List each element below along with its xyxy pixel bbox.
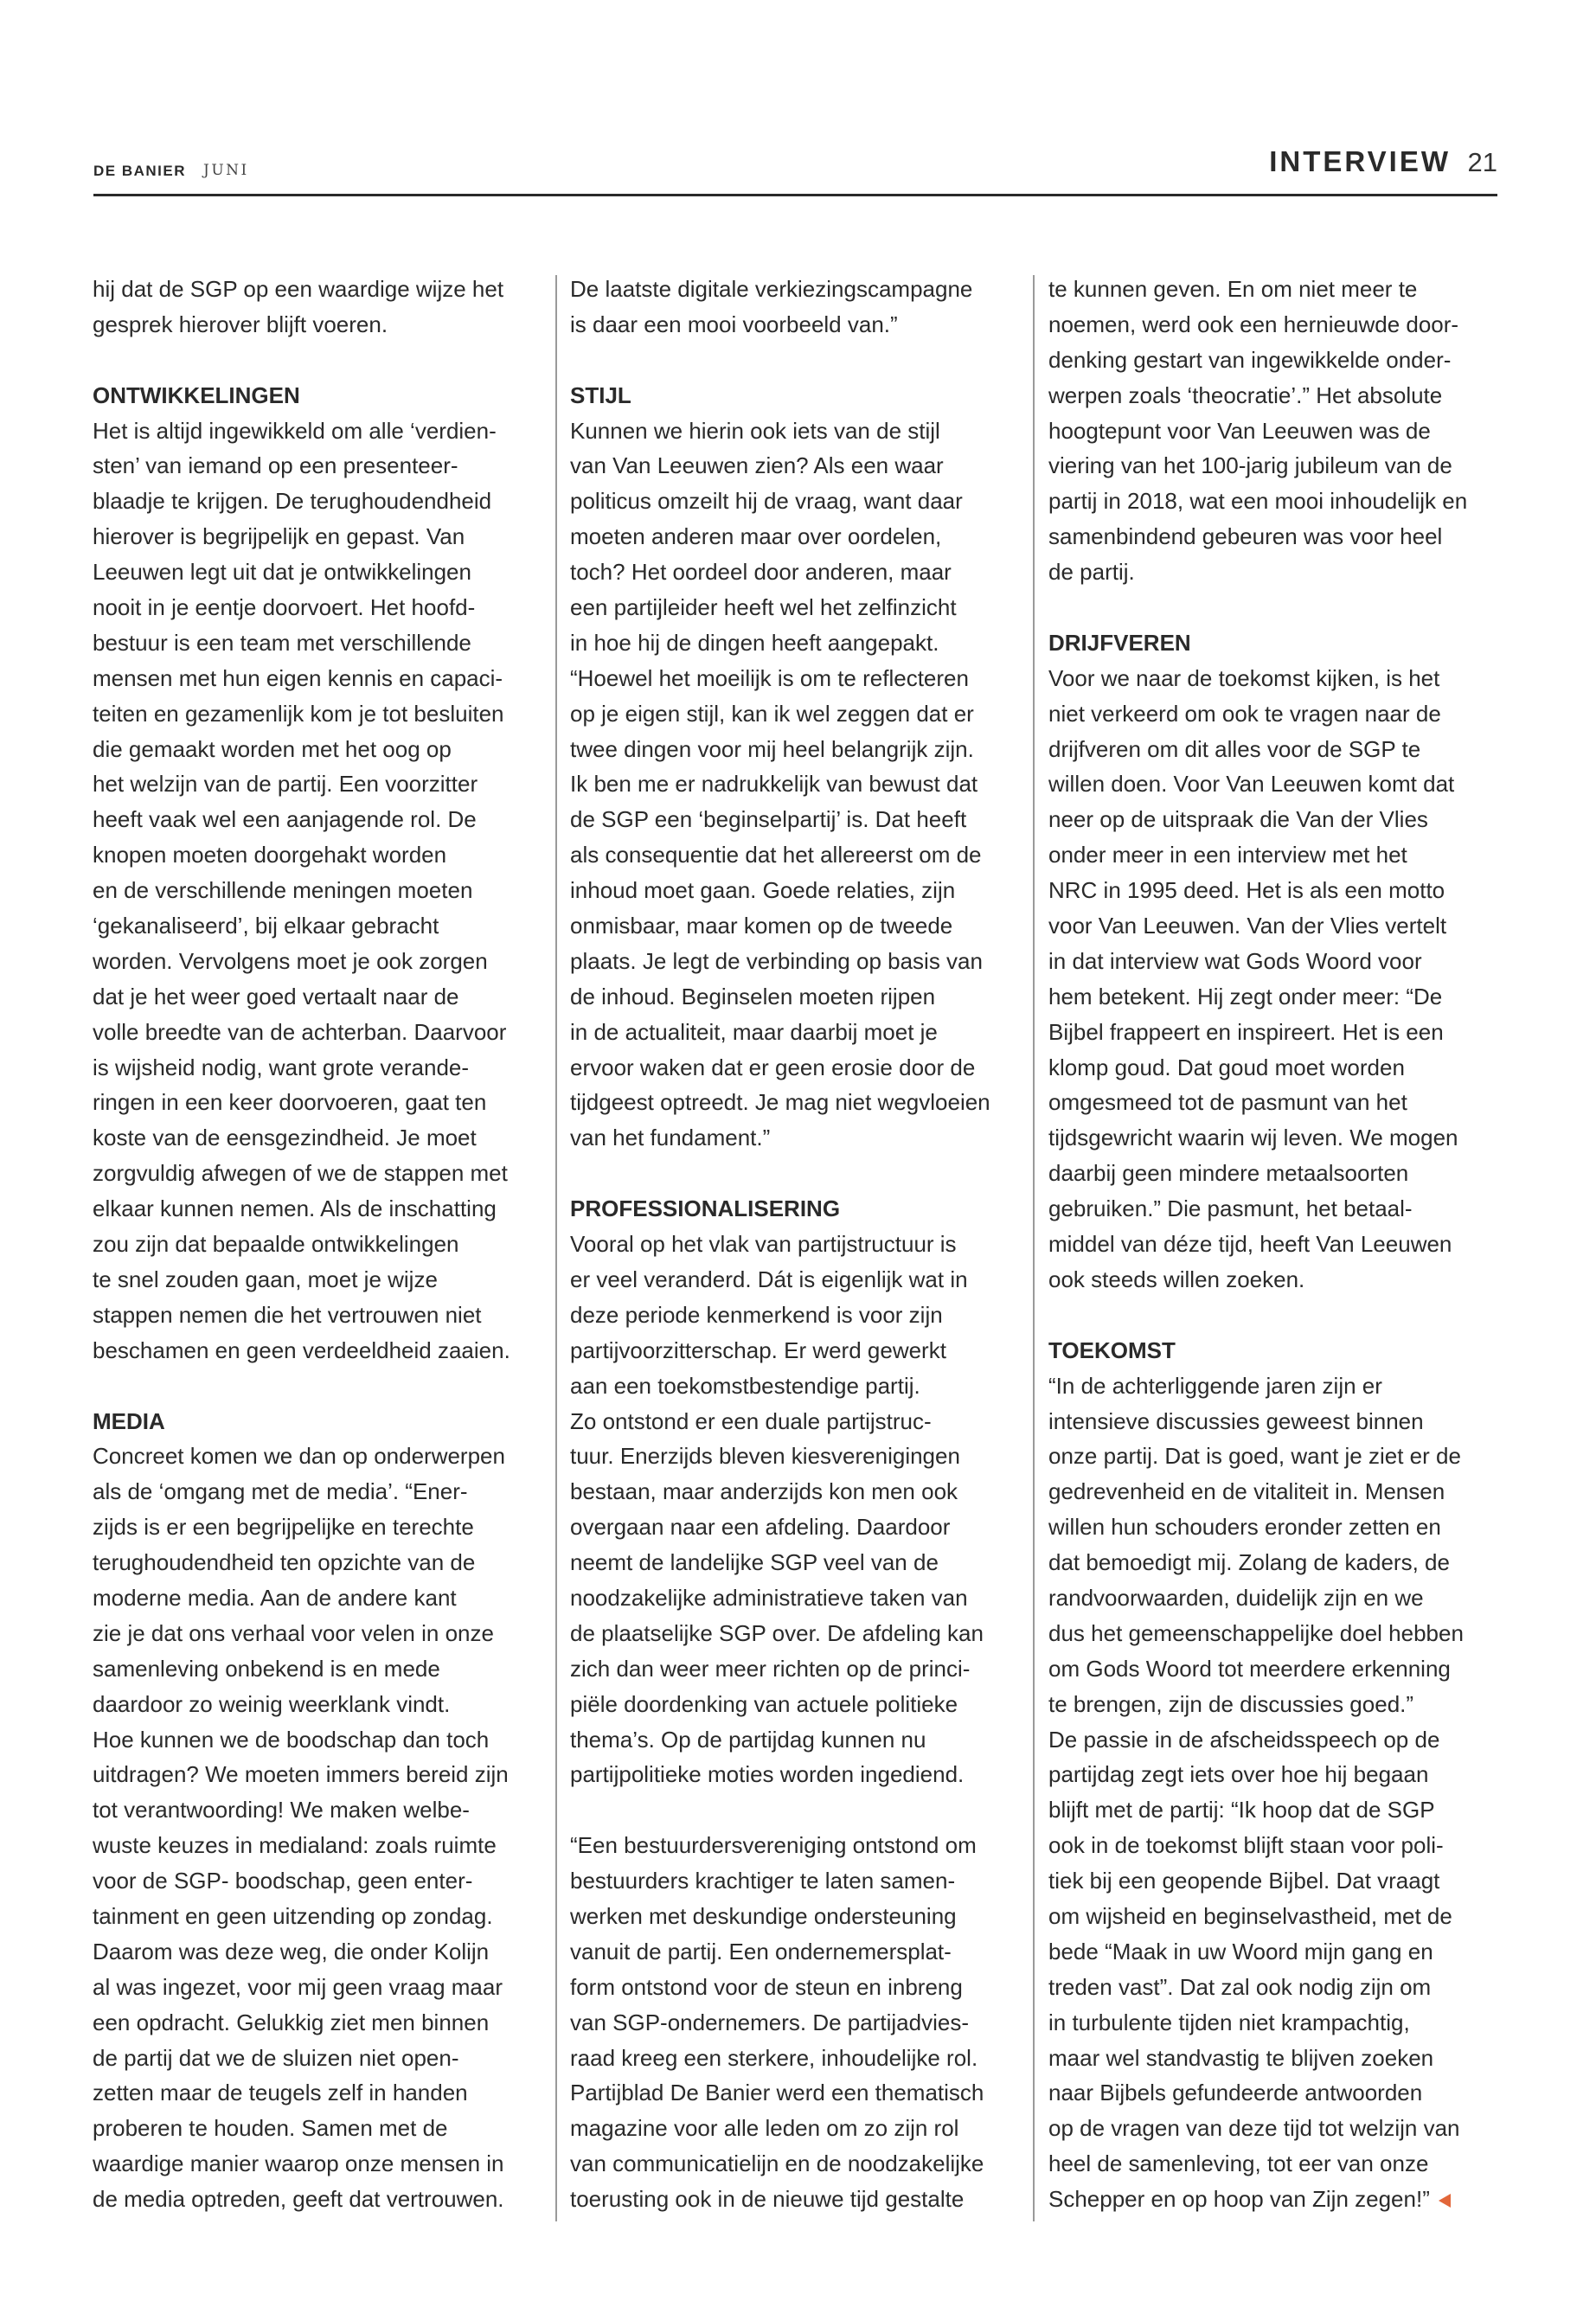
- body-text-line: stappen nemen die het vertrouwen niet: [93, 1301, 482, 1328]
- body-text-line: vanuit de partij. Een ondernemersplat-: [570, 1938, 952, 1965]
- body-text-line: om wijsheid en beginselvastheid, met de: [1048, 1902, 1452, 1929]
- body-text-line: Ik ben me er nadrukkelijk van bewust dat: [570, 771, 978, 798]
- body-text-line: Partijblad De Banier werd een thematisch: [570, 2080, 984, 2106]
- body-text-line: tuur. Enerzijds bleven kiesverenigingen: [570, 1443, 960, 1470]
- body-text-line: tijdgeest optreedt. Je mag niet wegvloeien: [570, 1089, 990, 1116]
- body-text-line: toch? Het oordeel door anderen, maar: [570, 559, 952, 586]
- body-text-line: piële doordenking van actuele politieke: [570, 1690, 958, 1717]
- body-text-line: het welzijn van de partij. Een voorzitter: [93, 771, 478, 798]
- section-heading: ONTWIKKELINGEN: [93, 381, 300, 408]
- body-text-line: Kunnen we hierin ook iets van de stijl: [570, 417, 940, 444]
- body-text-line: in dat interview wat Gods Woord voor: [1048, 947, 1422, 974]
- body-text-line: daardoor zo weinig weerklank vindt.: [93, 1690, 451, 1717]
- body-text-line: gedrevenheid en de vitaliteit in. Mensen: [1048, 1478, 1445, 1505]
- body-text-line: te kunnen geven. En om niet meer te: [1048, 276, 1418, 302]
- body-text-line: onder meer in een interview met het: [1048, 842, 1407, 868]
- body-text-line: werken met deskundige ondersteuning: [570, 1902, 957, 1929]
- body-text-line: bestuur is een team met verschillende: [93, 629, 471, 656]
- body-text-line: koste van de eensgezindheid. Je moet: [93, 1125, 477, 1151]
- body-text-line: Het is altijd ingewikkeld om alle ‘verdien-: [93, 417, 497, 444]
- paragraph-gap: [570, 1156, 1020, 1191]
- body-text-line: hoogtepunt voor Van Leeuwen was de: [1048, 417, 1431, 444]
- body-text-line: van het fundament.”: [570, 1125, 771, 1151]
- paragraph-gap: [570, 343, 1020, 378]
- body-text-line: partijpolitieke moties worden ingediend.: [570, 1761, 965, 1788]
- body-text-line: De laatste digitale verkiezingscampagne: [570, 276, 973, 302]
- body-text-line: van communicatielijn en de noodzakelijke: [570, 2150, 984, 2177]
- body-text-line: op je eigen stijl, kan ik wel zeggen dat er: [570, 700, 974, 727]
- body-text-line: ook steeds willen zoeken.: [1048, 1266, 1305, 1292]
- body-text-line: een partijleider heeft wel het zelfinzicht: [570, 594, 957, 621]
- body-text-line: teiten en gezamenlijk kom je tot besluiten: [93, 700, 504, 727]
- body-text-line: willen hun schouders eronder zetten en: [1048, 1514, 1441, 1541]
- body-text-line: uitdragen? We moeten immers bereid zijn: [93, 1761, 509, 1788]
- body-text-line: noodzakelijke administratieve taken van: [570, 1584, 968, 1611]
- body-text-line: voor Van Leeuwen. Van der Vlies vertelt: [1048, 913, 1447, 939]
- body-text-line: ringen in een keer doorvoeren, gaat ten: [93, 1089, 487, 1116]
- body-text-line: Vooral op het vlak van partijstructuur is: [570, 1231, 957, 1258]
- body-text-line: is wijsheid nodig, want grote verande-: [93, 1054, 470, 1080]
- body-text-line: knopen moeten doorgehakt worden: [93, 842, 447, 868]
- body-text-line: de partij dat we de sluizen niet open-: [93, 2044, 459, 2071]
- body-text-line: onmisbaar, maar komen op de tweede: [570, 913, 953, 939]
- section-heading: STIJL: [570, 381, 631, 408]
- section-heading: MEDIA: [93, 1407, 165, 1434]
- body-text-line: Bijbel frappeert en inspireert. Het is een: [1048, 1018, 1444, 1045]
- body-text-line: de partij.: [1048, 559, 1135, 586]
- body-text-line: twee dingen voor mij heel belangrijk zijn.: [570, 735, 974, 762]
- body-text-line: niet verkeerd om ook te vragen naar de: [1048, 700, 1441, 727]
- body-text-line: partijvoorzitterschap. Er werd gewerkt: [570, 1336, 946, 1363]
- section-heading: PROFESSIONALISERING: [570, 1195, 841, 1222]
- body-text-line: te brengen, zijn de discussies goed.”: [1048, 1690, 1414, 1717]
- body-text-line: bestuurders krachtiger te laten samen-: [570, 1868, 956, 1894]
- body-text-line: de inhoud. Beginselen moeten rijpen: [570, 983, 936, 1009]
- body-text-line: de media optreden, geeft dat vertrouwen.: [93, 2186, 504, 2213]
- body-text-line: omgesmeed tot de pasmunt van het: [1048, 1089, 1407, 1116]
- body-text-line: De passie in de afscheidsspeech op de: [1048, 1726, 1440, 1753]
- body-text-line: hij dat de SGP op een waardige wijze het: [93, 276, 504, 302]
- body-text-line: politicus omzeilt hij de vraag, want daar: [570, 488, 963, 515]
- body-text-line: de plaatselijke SGP over. De afdeling kan: [570, 1619, 984, 1646]
- body-text-line: is daar een mooi voorbeeld van.”: [570, 311, 898, 337]
- body-text-line: daarbij geen mindere metaalsoorten: [1048, 1160, 1409, 1187]
- body-text-line: als consequentie dat het allereerst om de: [570, 842, 982, 868]
- body-text-line: maar wel standvastig te blijven zoeken: [1048, 2044, 1434, 2071]
- body-text-line: denking gestart van ingewikkelde onder-: [1048, 346, 1452, 373]
- column-divider: [555, 275, 557, 2221]
- body-text-line: partijdag zegt iets over hoe hij begaan: [1048, 1761, 1429, 1788]
- body-text-line: een opdracht. Gelukkig ziet men binnen: [93, 2009, 490, 2035]
- body-text-line: viering van het 100-jarig jubileum van de: [1048, 452, 1452, 479]
- body-text-line: heel de samenleving, tot eer van onze: [1048, 2150, 1429, 2177]
- body-text-line: “In de achterliggende jaren zijn er: [1048, 1372, 1382, 1399]
- body-text-line: thema’s. Op de partijdag kunnen nu: [570, 1726, 926, 1753]
- body-text-line: zijds is er een begrijpelijke en terechte: [93, 1514, 474, 1541]
- paragraph-gap: [93, 343, 542, 378]
- body-text-line: dat je het weer goed vertaalt naar de: [93, 983, 459, 1009]
- body-text-line: partij in 2018, wat een mooi inhoudelijk en: [1048, 488, 1468, 515]
- body-text-line: neer op de uitspraak die Van der Vlies: [1048, 806, 1428, 833]
- body-text-line: moeten anderen maar over oordelen,: [570, 523, 942, 550]
- body-text-line: NRC in 1995 deed. Het is als een motto: [1048, 877, 1445, 904]
- issue-month: JUNI: [203, 162, 249, 179]
- page-header: [93, 145, 1497, 196]
- body-text-line: intensieve discussies geweest binnen: [1048, 1407, 1424, 1434]
- body-text-line: ook in de toekomst blijft staan voor poli-: [1048, 1832, 1444, 1859]
- body-text-line: bestaan, maar anderzijds kon men ook: [570, 1478, 958, 1505]
- body-text-line: dus het gemeenschappelijke doel hebben: [1048, 1619, 1464, 1646]
- section-heading: DRIJFVEREN: [1048, 629, 1191, 656]
- body-text-line: middel van déze tijd, heeft Van Leeuwen: [1048, 1231, 1452, 1258]
- paragraph-gap: [570, 1792, 1020, 1828]
- body-text-line: mensen met hun eigen kennis en capaci-: [93, 664, 503, 691]
- body-text-line: magazine voor alle leden om zo zijn rol: [570, 2115, 959, 2142]
- body-text-line: als de ‘omgang met de media’. “Ener-: [93, 1478, 468, 1505]
- body-text-line: onze partij. Dat is goed, want je ziet er de: [1048, 1443, 1461, 1470]
- body-text-line: elkaar kunnen nemen. Als de inschatting: [93, 1195, 497, 1222]
- body-text-line: hem betekent. Hij zegt onder meer: “De: [1048, 983, 1443, 1009]
- body-text-line: in turbulente tijden niet krampachtig,: [1048, 2009, 1410, 2035]
- article-column-1: [93, 272, 542, 2217]
- body-text-line: voor de SGP- boodschap, geen enter-: [93, 1868, 473, 1894]
- body-text-line: toerusting ook in de nieuwe tijd gestalte: [570, 2186, 965, 2213]
- body-text-line: Voor we naar de toekomst kijken, is het: [1048, 664, 1440, 691]
- body-text-line: gesprek hierover blijft voeren.: [93, 311, 388, 337]
- body-text-line: zou zijn dat bepaalde ontwikkelingen: [93, 1231, 459, 1258]
- body-text-line: Concreet komen we dan op onderwerpen: [93, 1443, 505, 1470]
- body-text-line: gebruiken.” Die pasmunt, het betaal-: [1048, 1195, 1413, 1222]
- body-text-line: te snel zouden gaan, moet je wijze: [93, 1266, 438, 1292]
- body-text-line: aan een toekomstbestendige partij.: [570, 1372, 920, 1399]
- body-text-line: nooit in je eentje doorvoert. Het hoofd-: [93, 594, 476, 621]
- body-text-line: noemen, werd ook een hernieuwde door-: [1048, 311, 1459, 337]
- body-text-line: overgaan naar een afdeling. Daardoor: [570, 1514, 951, 1541]
- body-text-line: Zo ontstond er een duale partijstruc-: [570, 1407, 932, 1434]
- body-text-line: moderne media. Aan de andere kant: [93, 1584, 457, 1611]
- body-text-line: en de verschillende meningen moeten: [93, 877, 473, 904]
- body-text-line: klomp goud. Dat goud moet worden: [1048, 1054, 1405, 1080]
- body-text-line: al was ingezet, voor mij geen vraag maar: [93, 1973, 503, 2000]
- body-text-line: beschamen en geen verdeeldheid zaaien.: [93, 1336, 510, 1363]
- body-text-line: “Een bestuurdersvereniging ontstond om: [570, 1832, 977, 1859]
- body-text-line: Hoe kunnen we de boodschap dan toch: [93, 1726, 490, 1753]
- body-text-line: tijdsgewricht waarin wij leven. We mogen: [1048, 1125, 1458, 1151]
- body-text-line: bede “Maak in uw Woord mijn gang en: [1048, 1938, 1433, 1965]
- body-text-line: Daarom was deze weg, die onder Kolijn: [93, 1938, 490, 1965]
- body-text-line: inhoud moet gaan. Goede relaties, zijn: [570, 877, 956, 904]
- body-text-line: Schepper en op hoop van Zijn zegen!”: [1048, 2182, 1498, 2217]
- body-text-line: randvoorwaarden, duidelijk zijn en we: [1048, 1584, 1424, 1611]
- body-text-line: tainment en geen uitzending op zondag.: [93, 1902, 493, 1929]
- body-text-line: ervoor waken dat er geen erosie door de: [570, 1054, 976, 1080]
- body-text-line: drijfveren om dit alles voor de SGP te: [1048, 735, 1421, 762]
- body-text-line: blijft met de partij: “Ik hoop dat de SGP: [1048, 1797, 1435, 1823]
- body-text-line: “Hoewel het moeilijk is om te reflecteren: [570, 664, 969, 691]
- magazine-name: DE BANIER: [93, 163, 187, 179]
- body-text-line: van SGP-ondernemers. De partijadvies-: [570, 2009, 969, 2035]
- paragraph-gap: [1048, 1298, 1498, 1333]
- body-text-line: zich dan weer meer richten op de princi-: [570, 1655, 971, 1682]
- page-number: 21: [1467, 147, 1497, 177]
- body-text-line: form ontstond voor de steun en inbreng: [570, 1973, 963, 2000]
- body-text-line: worden. Vervolgens moet je ook zorgen: [93, 947, 488, 974]
- body-text-line: zie je dat ons verhaal voor velen in onze: [93, 1619, 494, 1646]
- body-text-line: samenleving onbekend is en mede: [93, 1655, 440, 1682]
- body-text-line: Leeuwen legt uit dat je ontwikkelingen: [93, 559, 471, 586]
- body-text-line: treden vast”. Dat zal ook nodig zijn om: [1048, 1973, 1432, 2000]
- body-text-line: tot verantwoording! We maken welbe-: [93, 1797, 470, 1823]
- body-text-line: in hoe hij de dingen heeft aangepakt.: [570, 629, 939, 656]
- body-text-line: volle breedte van de achterban. Daarvoor: [93, 1018, 507, 1045]
- body-text-line: wuste keuzes in medialand: zoals ruimte: [93, 1832, 497, 1859]
- body-text-line: in de actualiteit, maar daarbij moet je: [570, 1018, 938, 1045]
- body-text-line: hierover is begrijpelijk en gepast. Van: [93, 523, 465, 550]
- article-column-3: [1048, 272, 1498, 2217]
- body-text-line: sten’ van iemand op een presenteer-: [93, 452, 458, 479]
- section-title: INTERVIEW: [1269, 145, 1451, 177]
- paragraph-gap: [1048, 590, 1498, 625]
- body-text-line: tiek bij een geopende Bijbel. Dat vraagt: [1048, 1868, 1440, 1894]
- body-text-line: om Gods Woord tot meerdere erkenning: [1048, 1655, 1451, 1682]
- column-divider: [1033, 275, 1035, 2221]
- body-text-line: er veel veranderd. Dát is eigenlijk wat in: [570, 1266, 968, 1292]
- body-text-line: heeft vaak wel een aanjagende rol. De: [93, 806, 477, 833]
- body-text-line: blaadje te krijgen. De terughoudendheid: [93, 488, 492, 515]
- section-heading: TOEKOMST: [1048, 1336, 1176, 1363]
- body-text-line: terughoudendheid ten opzichte van de: [93, 1549, 476, 1576]
- body-text-line: dat bemoedigt mij. Zolang de kaders, de: [1048, 1549, 1450, 1576]
- body-text-line: proberen te houden. Samen met de: [93, 2115, 448, 2142]
- body-text-line: samenbindend gebeuren was voor heel: [1048, 523, 1443, 550]
- body-text-line: van Van Leeuwen zien? Als een waar: [570, 452, 944, 479]
- body-text-line: ‘gekanaliseerd’, bij elkaar gebracht: [93, 913, 439, 939]
- body-text-line: die gemaakt worden met het oog op: [93, 735, 452, 762]
- body-text-line: naar Bijbels gefundeerde antwoorden: [1048, 2080, 1423, 2106]
- body-text-line: zetten maar de teugels zelf in handen: [93, 2080, 468, 2106]
- paragraph-gap: [93, 1368, 542, 1404]
- body-text-line: zorgvuldig afwegen of we de stappen met: [93, 1160, 508, 1187]
- body-text-line: werpen zoals ‘theocratie’.” Het absolute: [1048, 381, 1443, 408]
- triangle-left-icon: [1439, 2194, 1451, 2208]
- body-text-line: plaats. Je legt de verbinding op basis van: [570, 947, 983, 974]
- body-text-line: op de vragen van deze tijd tot welzijn van: [1048, 2115, 1460, 2142]
- body-text-line: raad kreeg een sterkere, inhoudelijke rol.: [570, 2044, 978, 2071]
- body-text-line: de SGP een ‘beginselpartij’ is. Dat heeft: [570, 806, 967, 833]
- body-text-line: willen doen. Voor Van Leeuwen komt dat: [1048, 771, 1455, 798]
- body-text-line: deze periode kenmerkend is voor zijn: [570, 1301, 943, 1328]
- body-text-line: waardige manier waarop onze mensen in: [93, 2150, 504, 2177]
- article-column-2: [570, 272, 1020, 2217]
- body-text-line: neemt de landelijke SGP veel van de: [570, 1549, 939, 1576]
